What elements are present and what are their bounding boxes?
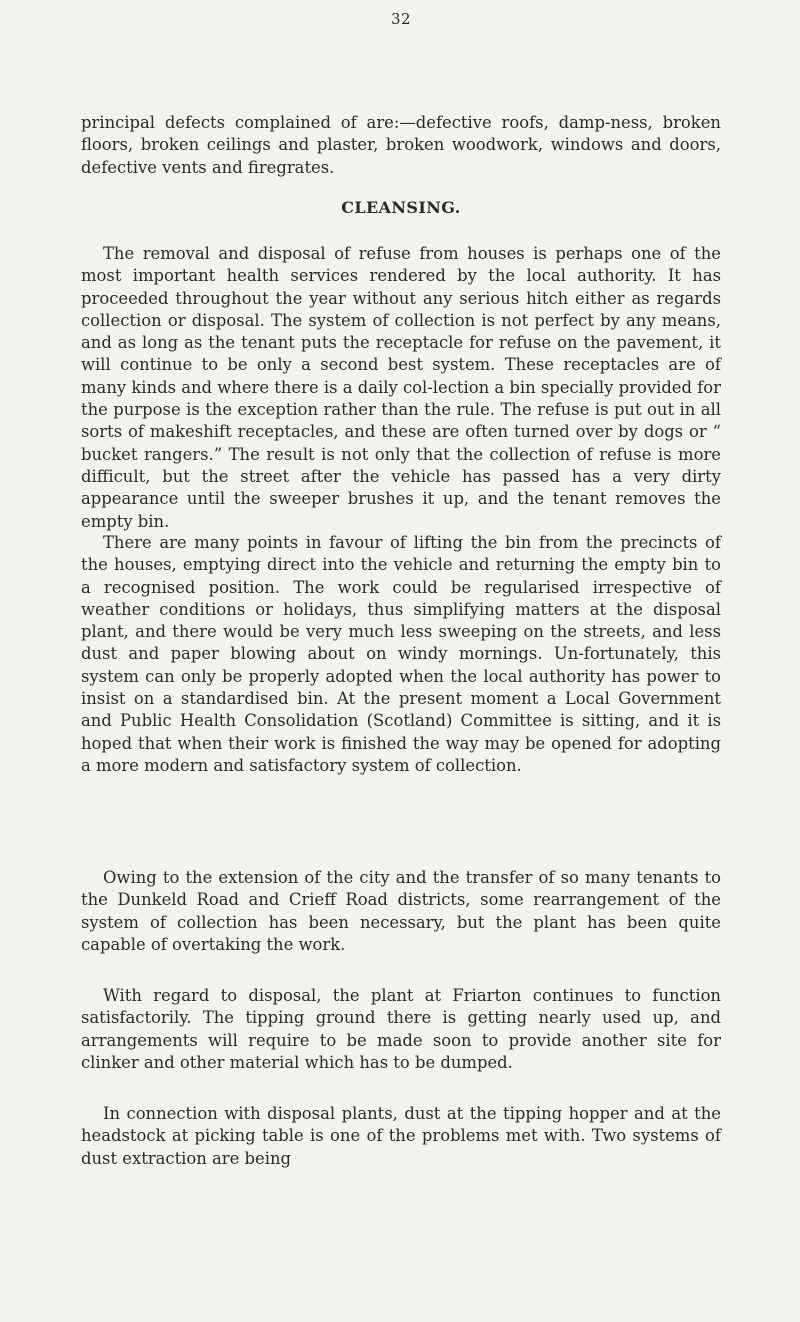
paragraph-refuse-removal: The removal and disposal of refuse from houses is perhaps one of the most important health services rendered by the local authority. It has proceeded throughout the year without any serious hitch either as regards collection or disposal. The system of collection is not perfect by any means, and as long as the tenant puts the receptacle for refuse on the pavement, it will continue to be only a second best system. These receptacles are of many kinds and where there is a daily col-lection a bin specially provided for the purpose is the exception rather than the rule. The refuse is put out in all sorts of makeshift receptacles, and these are often turned over by dogs or “ bucket rangers.” The result is not only that the collection of refuse is more difficult, but the street after the vehicle has passed has a very dirty appearance until the sweeper brushes it up, and the tenant removes the empty bin. [81,244,721,531]
paragraph-dust-extraction: In connection with disposal plants, dust at the tipping hopper and at the headstock at picking table is one of the problems met with. Two systems of dust extraction are being [81,1104,721,1168]
paragraph-city-extension: Owing to the extension of the city and the transfer of so many tenants to the Dunkeld Road and Crieff Road districts, some rearrangement of the system of collection has been necessary, but the plant has been quite capable of overtaking the work. [81,868,721,954]
paragraph-disposal-plant: With regard to disposal, the plant at Friarton continues to function satisfactorily. The tipping ground there is getting nearly used up, and arrangements will require to be made soon to provide another site for clinker and other material which has to be dumped. [81,986,721,1072]
paragraph-bin-lifting: There are many points in favour of lifting the bin from the precincts of the houses, emptying direct into the vehicle and returning the empty bin to a recognised position. The work could be regularised irrespective of weather conditions or holidays, thus simplifying matters at the disposal plant, and there would be very much less sweeping on the streets, and less dust and paper blowing about on windy mornings. Un-fortunately, this system can only be properly adopted when the local authority has power to insist on a standardised bin. At the present moment a Local Government and Public Health Consolidation (Scotland) Committee is sitting, and it is hoped that when their work is finished the way may be opened for adopting a more modern and satisfactory system of collection. [81,533,721,775]
intro-paragraph: principal defects complained of are:—defective roofs, damp-ness, broken floors, broken ceilings and plaster, broken woodwork, windows and doors, defective vents and firegrates. [81,113,721,177]
section-heading: CLEANSING. [341,198,461,217]
page-number: 32 [390,10,412,28]
